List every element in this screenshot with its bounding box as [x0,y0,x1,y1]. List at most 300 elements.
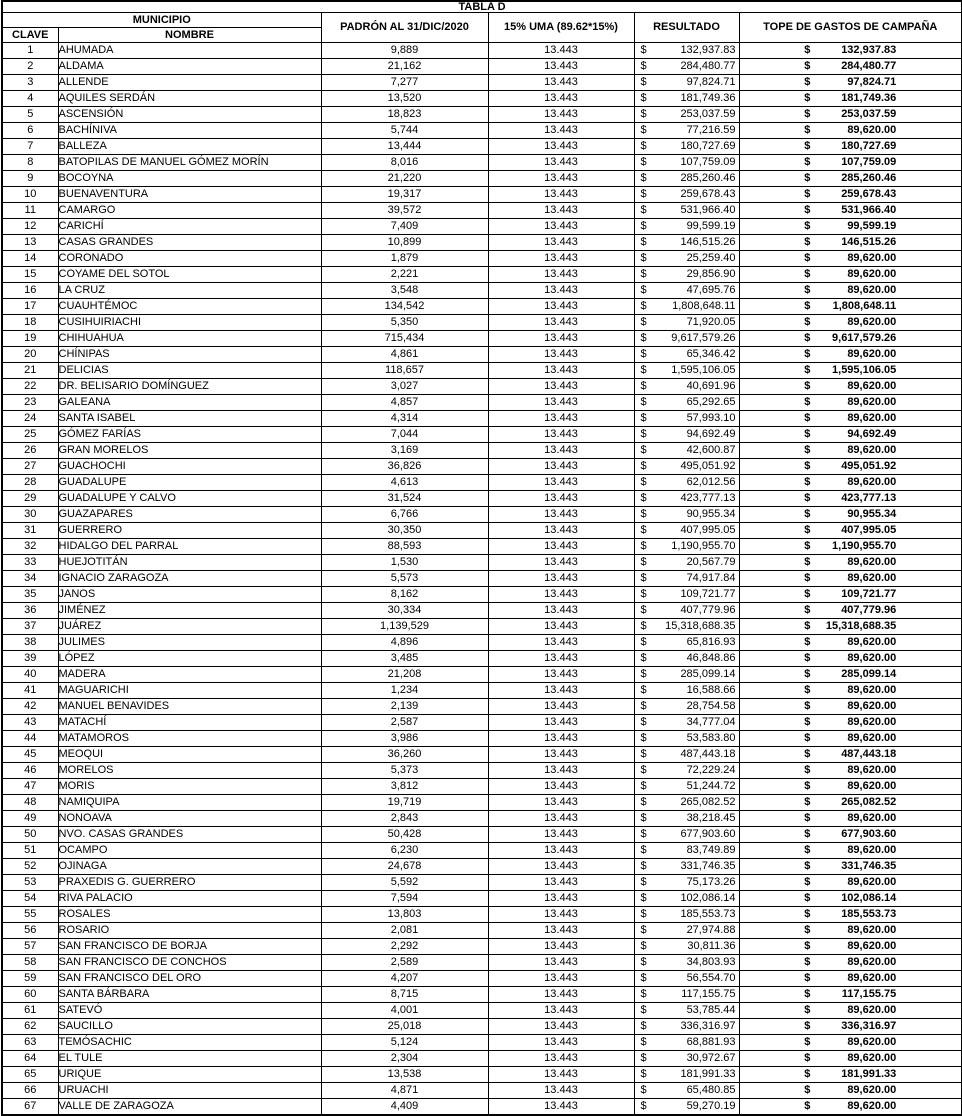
currency-symbol: $ [804,652,811,664]
table-row [2,43,962,59]
padron-cell: 4,896 [321,635,488,651]
clave-cell: 24 [2,411,58,427]
currency-symbol: $ [640,700,647,712]
resultado-cell [634,987,739,1003]
currency-symbol: $ [640,428,647,440]
padron-cell: 2,304 [321,1051,488,1067]
uma-cell: 13.443 [488,219,634,235]
table-row [2,811,962,827]
resultado-cell [634,507,739,523]
resultado-cell [634,1035,739,1051]
table-row [2,91,962,107]
currency-symbol: $ [640,764,647,776]
currency-symbol: $ [640,748,647,760]
padron-cell: 88,593 [321,539,488,555]
uma-cell: 13.443 [488,1035,634,1051]
currency-symbol: $ [804,716,811,728]
resultado-cell [634,1019,739,1035]
resultado-cell [634,587,739,603]
tope-amount: 181,749.36 [841,92,897,104]
table-row [2,187,962,203]
resultado-cell [634,971,739,987]
uma-cell: 13.443 [488,571,634,587]
table-row [2,171,962,187]
clave-cell: 9 [2,171,58,187]
resultado-amount: 107,759.09 [680,156,736,168]
nombre-cell: DELICIAS [58,363,321,379]
currency-symbol: $ [640,604,647,616]
padron-cell: 5,592 [321,875,488,891]
currency-symbol: $ [804,364,811,376]
currency-symbol: $ [640,828,647,840]
currency-symbol: $ [804,172,811,184]
clave-cell: 1 [2,43,58,59]
padron-cell: 6,230 [321,843,488,859]
nombre-cell: SAN FRANCISCO DE CONCHOS [58,955,321,971]
resultado-amount: 677,903.60 [680,828,736,840]
table-row [2,1003,962,1019]
currency-symbol: $ [640,588,647,600]
clave-cell: 19 [2,331,58,347]
tope-cell [739,971,962,987]
resultado-cell [634,331,739,347]
nombre-cell: SAUCILLO [58,1019,321,1035]
currency-symbol: $ [804,892,811,904]
resultado-cell [634,187,739,203]
resultado-cell [634,283,739,299]
resultado-cell [634,715,739,731]
table-row [2,347,962,363]
resultado-amount: 77,216.59 [686,124,736,136]
padron-cell: 2,587 [321,715,488,731]
currency-symbol: $ [640,620,647,632]
currency-symbol: $ [804,812,811,824]
clave-cell: 55 [2,907,58,923]
currency-symbol: $ [804,156,811,168]
nombre-cell: BACHÍNIVA [58,123,321,139]
resultado-amount: 181,991.33 [680,1068,736,1080]
tope-cell [739,123,962,139]
uma-cell: 13.443 [488,267,634,283]
tope-amount: 89,620.00 [847,252,897,264]
clave-cell: 48 [2,795,58,811]
nombre-cell: VALLE DE ZARAGOZA [58,1099,321,1116]
tope-cell [739,395,962,411]
resultado-amount: 20,567.79 [686,556,736,568]
tope-cell [739,539,962,555]
clave-cell: 15 [2,267,58,283]
uma-cell: 13.443 [488,507,634,523]
table-row [2,667,962,683]
nombre-cell: MEOQUI [58,747,321,763]
resultado-amount: 65,292.65 [686,396,736,408]
clave-cell: 7 [2,139,58,155]
clave-cell: 21 [2,363,58,379]
resultado-cell [634,299,739,315]
resultado-cell [634,1051,739,1067]
tope-cell [739,875,962,891]
resultado-cell [634,203,739,219]
padron-cell: 18,823 [321,107,488,123]
currency-symbol: $ [804,460,811,472]
currency-symbol: $ [640,284,647,296]
padron-cell: 13,538 [321,1067,488,1083]
tope-amount: 331,746.35 [841,860,897,872]
padron-cell: 36,826 [321,459,488,475]
tope-amount: 89,620.00 [847,124,897,136]
campaign-spending-cap-table [1,0,962,1116]
resultado-amount: 253,037.59 [680,108,736,120]
clave-cell: 38 [2,635,58,651]
uma-cell: 13.443 [488,427,634,443]
nombre-cell: AHUMADA [58,43,321,59]
nombre-cell: TEMÓSACHIC [58,1035,321,1051]
currency-symbol: $ [640,172,647,184]
padron-cell: 1,139,529 [321,619,488,635]
nombre-cell: NVO. CASAS GRANDES [58,827,321,843]
table-row [2,427,962,443]
currency-symbol: $ [640,460,647,472]
tope-amount: 89,620.00 [847,572,897,584]
uma-cell: 13.443 [488,235,634,251]
currency-symbol: $ [804,764,811,776]
resultado-cell [634,379,739,395]
tope-amount: 146,515.26 [841,236,897,248]
uma-cell: 13.443 [488,987,634,1003]
nombre-cell: CUSIHUIRIACHI [58,315,321,331]
currency-symbol: $ [804,940,811,952]
padron-cell: 30,350 [321,523,488,539]
currency-symbol: $ [640,156,647,168]
nombre-cell: OJINAGA [58,859,321,875]
table-row [2,971,962,987]
currency-symbol: $ [804,780,811,792]
padron-cell: 4,207 [321,971,488,987]
uma-cell: 13.443 [488,59,634,75]
table-row [2,491,962,507]
tope-cell [739,251,962,267]
tope-amount: 180,727.69 [841,140,897,152]
currency-symbol: $ [640,876,647,888]
tope-cell [739,427,962,443]
resultado-amount: 117,155.75 [681,988,736,1000]
tope-amount: 1,595,106.05 [832,364,897,376]
clave-cell: 65 [2,1067,58,1083]
table-row [2,75,962,91]
currency-symbol: $ [804,556,811,568]
table-row [2,571,962,587]
currency-symbol: $ [804,76,811,88]
currency-symbol: $ [640,44,647,56]
clave-cell: 20 [2,347,58,363]
padron-cell: 2,843 [321,811,488,827]
resultado-amount: 99,599.19 [686,220,736,232]
tope-amount: 531,966.40 [841,204,897,216]
uma-cell: 13.443 [488,1067,634,1083]
currency-symbol: $ [804,620,811,632]
currency-symbol: $ [804,508,811,520]
tope-cell [739,859,962,875]
table-row [2,891,962,907]
currency-symbol: $ [640,364,647,376]
currency-symbol: $ [804,284,811,296]
tope-cell [739,347,962,363]
resultado-amount: 42,600.87 [686,444,736,456]
tope-cell [739,1019,962,1035]
resultado-cell [634,923,739,939]
clave-cell: 41 [2,683,58,699]
clave-cell: 36 [2,603,58,619]
currency-symbol: $ [804,860,811,872]
resultado-amount: 146,515.26 [680,236,736,248]
nombre-cell: SANTA ISABEL [58,411,321,427]
resultado-amount: 25,259.40 [686,252,736,264]
tope-amount: 677,903.60 [841,828,897,840]
clave-cell: 4 [2,91,58,107]
resultado-cell [634,635,739,651]
resultado-cell [634,1083,739,1099]
nombre-cell: GÓMEZ FARÍAS [58,427,321,443]
tope-amount: 15,318,688.35 [825,620,897,632]
padron-cell: 13,520 [321,91,488,107]
tope-cell [739,411,962,427]
nombre-cell: LÓPEZ [58,651,321,667]
currency-symbol: $ [640,972,647,984]
nombre-cell: CASAS GRANDES [58,235,321,251]
nombre-cell: GUAZAPARES [58,507,321,523]
table-row [2,619,962,635]
tope-cell [739,715,962,731]
padron-cell: 2,139 [321,699,488,715]
currency-symbol: $ [640,92,647,104]
padron-cell: 5,350 [321,315,488,331]
tope-cell [739,907,962,923]
currency-symbol: $ [804,380,811,392]
uma-cell: 13.443 [488,363,634,379]
table-row [2,379,962,395]
resultado-cell [634,827,739,843]
resultado-amount: 65,346.42 [686,348,736,360]
tope-amount: 97,824.71 [847,76,897,88]
uma-cell: 13.443 [488,875,634,891]
header-resultado: RESULTADO [634,13,739,43]
padron-cell: 3,548 [321,283,488,299]
currency-symbol: $ [804,700,811,712]
nombre-cell: MATACHÍ [58,715,321,731]
resultado-cell [634,731,739,747]
clave-cell: 59 [2,971,58,987]
tope-amount: 89,620.00 [847,348,897,360]
uma-cell: 13.443 [488,811,634,827]
clave-cell: 61 [2,1003,58,1019]
resultado-cell [634,747,739,763]
tope-cell [739,1051,962,1067]
resultado-cell [634,875,739,891]
uma-cell: 13.443 [488,315,634,331]
padron-cell: 5,124 [321,1035,488,1051]
uma-cell: 13.443 [488,475,634,491]
resultado-amount: 30,811.36 [687,940,736,952]
tope-cell [739,43,962,59]
resultado-cell [634,43,739,59]
tope-amount: 89,620.00 [847,940,897,952]
nombre-cell: ASCENSIÓN [58,107,321,123]
tope-cell [739,491,962,507]
resultado-amount: 47,695.76 [686,284,736,296]
clave-cell: 47 [2,779,58,795]
padron-cell: 39,572 [321,203,488,219]
nombre-cell: GUERRERO [58,523,321,539]
currency-symbol: $ [804,92,811,104]
uma-cell: 13.443 [488,1083,634,1099]
tope-cell [739,779,962,795]
resultado-cell [634,907,739,923]
resultado-cell [634,1067,739,1083]
tope-amount: 495,051.92 [841,460,897,472]
resultado-cell [634,427,739,443]
table-row [2,699,962,715]
currency-symbol: $ [804,60,811,72]
currency-symbol: $ [640,412,647,424]
currency-symbol: $ [804,220,811,232]
resultado-cell [634,763,739,779]
nombre-cell: DR. BELISARIO DOMÍNGUEZ [58,379,321,395]
nombre-cell: AQUILES SERDÁN [58,91,321,107]
padron-cell: 36,260 [321,747,488,763]
resultado-amount: 56,554.70 [686,972,736,984]
padron-cell: 8,715 [321,987,488,1003]
resultado-amount: 75,173.26 [686,876,736,888]
table-row [2,315,962,331]
clave-cell: 54 [2,891,58,907]
padron-cell: 4,857 [321,395,488,411]
resultado-amount: 34,803.93 [686,956,736,968]
uma-cell: 13.443 [488,283,634,299]
currency-symbol: $ [804,204,811,216]
header-uma: 15% UMA (89.62*15%) [488,13,634,43]
tope-amount: 89,620.00 [847,1036,897,1048]
resultado-cell [634,795,739,811]
table-row [2,139,962,155]
table-row [2,267,962,283]
padron-cell: 4,871 [321,1083,488,1099]
clave-cell: 25 [2,427,58,443]
resultado-amount: 97,824.71 [686,76,736,88]
nombre-cell: OCAMPO [58,843,321,859]
padron-cell: 4,861 [321,347,488,363]
padron-cell: 2,292 [321,939,488,955]
tope-amount: 89,620.00 [847,316,897,328]
clave-cell: 17 [2,299,58,315]
clave-cell: 23 [2,395,58,411]
clave-cell: 12 [2,219,58,235]
resultado-amount: 83,749.89 [686,844,736,856]
tope-cell [739,91,962,107]
nombre-cell: ALDAMA [58,59,321,75]
currency-symbol: $ [804,1084,811,1096]
currency-symbol: $ [804,956,811,968]
resultado-amount: 59,270.19 [686,1100,736,1112]
padron-cell: 7,044 [321,427,488,443]
table-row [2,219,962,235]
currency-symbol: $ [804,636,811,648]
currency-symbol: $ [640,684,647,696]
tope-cell [739,827,962,843]
nombre-cell: MORIS [58,779,321,795]
tope-amount: 89,620.00 [847,812,897,824]
tope-amount: 265,082.52 [841,796,897,808]
tope-amount: 90,955.34 [847,508,897,520]
currency-symbol: $ [804,668,811,680]
tope-amount: 107,759.09 [841,156,897,168]
nombre-cell: HUEJOTITÁN [58,555,321,571]
nombre-cell: JIMÉNEZ [58,603,321,619]
table-row [2,939,962,955]
table-row [2,747,962,763]
table-row [2,235,962,251]
tope-cell [739,843,962,859]
resultado-cell [634,651,739,667]
tope-amount: 89,620.00 [847,284,897,296]
uma-cell: 13.443 [488,75,634,91]
currency-symbol: $ [640,956,647,968]
tope-amount: 89,620.00 [847,380,897,392]
table-row [2,843,962,859]
uma-cell: 13.443 [488,683,634,699]
padron-cell: 19,317 [321,187,488,203]
table-row [2,459,962,475]
tope-amount: 102,086.14 [841,892,897,904]
padron-cell: 21,220 [321,171,488,187]
clave-cell: 11 [2,203,58,219]
currency-symbol: $ [804,428,811,440]
uma-cell: 13.443 [488,539,634,555]
currency-symbol: $ [804,268,811,280]
currency-symbol: $ [804,540,811,552]
clave-cell: 31 [2,523,58,539]
uma-cell: 13.443 [488,187,634,203]
tope-cell [739,379,962,395]
clave-cell: 32 [2,539,58,555]
currency-symbol: $ [804,924,811,936]
tope-amount: 89,620.00 [847,716,897,728]
tope-cell [739,443,962,459]
nombre-cell: ROSALES [58,907,321,923]
resultado-cell [634,939,739,955]
currency-symbol: $ [804,300,811,312]
header-tope: TOPE DE GASTOS DE CAMPAÑA [739,13,962,43]
uma-cell: 13.443 [488,939,634,955]
tope-amount: 407,779.96 [841,604,897,616]
resultado-amount: 15,318,688.35 [665,620,736,632]
clave-cell: 50 [2,827,58,843]
resultado-cell [634,171,739,187]
currency-symbol: $ [640,732,647,744]
clave-cell: 29 [2,491,58,507]
tope-cell [739,923,962,939]
currency-symbol: $ [804,1004,811,1016]
currency-symbol: $ [804,236,811,248]
resultado-amount: 9,617,579.26 [671,332,736,344]
resultado-amount: 495,051.92 [680,460,736,472]
resultado-cell [634,523,739,539]
table-row [2,827,962,843]
padron-cell: 715,434 [321,331,488,347]
padron-cell: 5,573 [321,571,488,587]
table-row [2,987,962,1003]
resultado-amount: 259,678.43 [680,188,736,200]
resultado-amount: 68,881.93 [686,1036,736,1048]
